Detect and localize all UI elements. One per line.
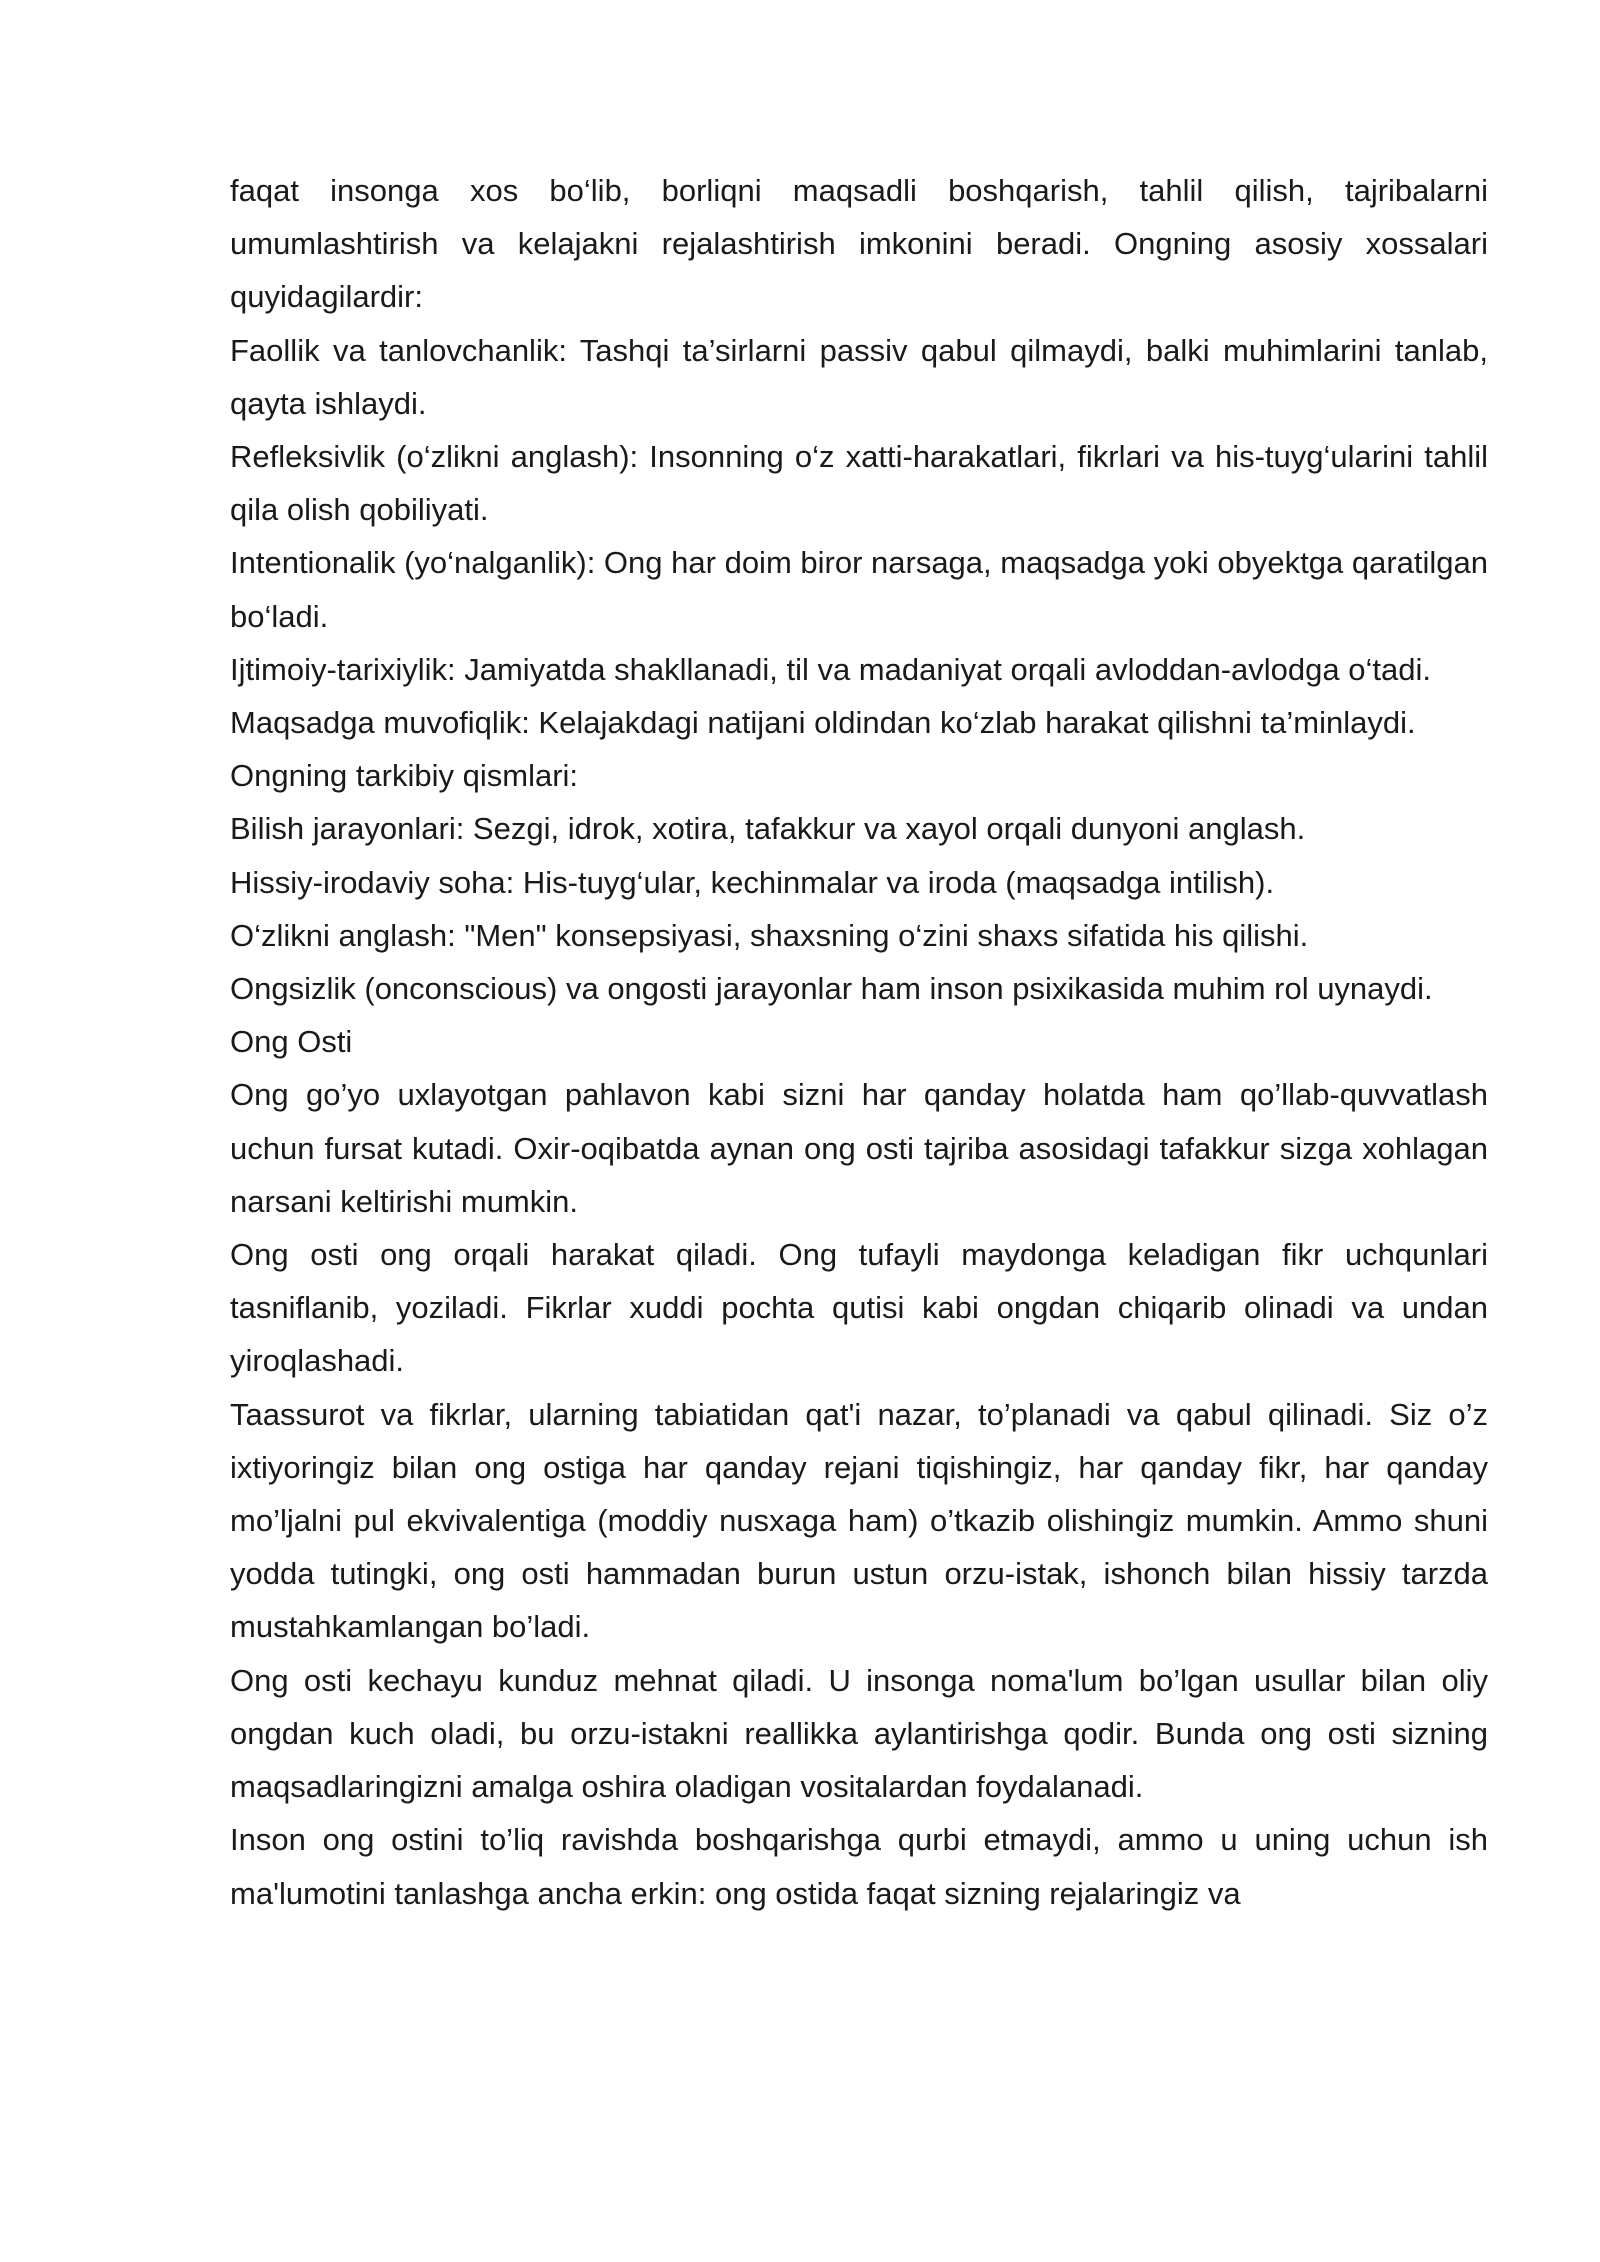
- paragraph-refleksivlik: Refleksivlik (o‘zlikni anglash): Insonning o‘z xatti-harakatlari, fikrlari va his-tuyg‘ularini tahlil qila olish qobiliyati.: [230, 439, 1488, 528]
- paragraph-intro: faqat insonga xos bo‘lib, borliqni maqsadli boshqarish, tahlil qilish, tajribalarni umumlashtirish va kelajakni rejalashtirish imkonini beradi. Ongning asosiy xossalari quyidagilardir:: [230, 173, 1488, 315]
- paragraph-hissiy: Hissiy-irodaviy soha: His-tuyg‘ular, kechinmalar va iroda (maqsadga intilish).: [230, 864, 1275, 900]
- paragraph-maqsadga: Maqsadga muvofiqlik: Kelajakdagi natijani oldindan ko‘zlab harakat qilishni ta’minlaydi.: [230, 705, 1416, 741]
- paragraph-tarkibiy-heading: Ongning tarkibiy qismlari:: [230, 758, 579, 794]
- paragraph-ong-osti-2: Ong osti ong orqali harakat qiladi. Ong tufayli maydonga keladigan fikr uchqunlari tasniflanib, yoziladi. Fikrlar xuddi pochta qutisi kabi ongdan chiqarib olinadi va undan yiroqlashadi.: [230, 1237, 1488, 1379]
- paragraph-ong-osti-3: Taassurot va fikrlar, ularning tabiatidan qat'i nazar, to’planadi va qabul qilinadi. Siz o’z ixtiyoringiz bilan ong ostiga har qanday rejani tiqishingiz, har qanday fikr, har qanday mo’ljalni pul ekvivalentiga (moddiy nusxaga ham) o’tkazib olishingiz mumkin. Ammo shuni yodda tutingki, ong osti hammadan burun ustun orzu-istak, ishonch bilan hissiy tarzda mustahkamlangan bo’ladi.: [230, 1396, 1488, 1645]
- paragraph-ozlik: O‘zlikni anglash: "Men" konsepsiyasi, shaxsning o‘zini shaxs sifatida his qilishi.: [230, 917, 1309, 953]
- document-body: [230, 164, 1488, 1920]
- paragraph-ong-osti-1: Ong go’yo uxlayotgan pahlavon kabi sizni har qanday holatda ham qo’llab-quvvatlash uchun fursat kutadi. Oxir-oqibatda aynan ong osti tajriba asosidagi tafakkur sizga xohlagan narsani keltirishi mumkin.: [230, 1077, 1488, 1219]
- paragraph-bilish: Bilish jarayonlari: Sezgi, idrok, xotira, tafakkur va xayol orqali dunyoni anglash.: [230, 811, 1306, 847]
- paragraph-ong-osti-5: Inson ong ostini to’liq ravishda boshqarishga qurbi etmaydi, ammo u uning uchun ish ma'lumotini tanlashga ancha erkin: ong ostida faqat sizning rejalaringiz va: [230, 1822, 1488, 1911]
- paragraph-ong-osti-4: Ong osti kechayu kunduz mehnat qiladi. U insonga noma'lum bo’lgan usullar bilan oliy ongdan kuch oladi, bu orzu-istakni reallikka aylantirishga qodir. Bunda ong osti sizning maqsadlaringizni amalga oshira oladigan vositalardan foydalanadi.: [230, 1662, 1488, 1805]
- paragraph-intentionalik: Intentionalik (yo‘nalganlik): Ong har doim biror narsaga, maqsadga yoki obyektga qaratilgan bo‘ladi.: [230, 545, 1488, 634]
- paragraph-faollik: Faollik va tanlovchanlik: Tashqi ta’sirlarni passiv qabul qilmaydi, balki muhimlarini tanlab, qayta ishlaydi.: [230, 332, 1488, 421]
- section-heading-ong-osti: Ong Osti: [230, 1024, 353, 1060]
- paragraph-ongsizlik: Ongsizlik (onconscious) va ongosti jarayonlar ham inson psixikasida muhim rol uynaydi.: [230, 971, 1433, 1007]
- paragraph-ijtimoiy: Ijtimoiy-tarixiylik: Jamiyatda shakllanadi, til va madaniyat orqali avloddan-avlodga o‘tadi.: [230, 651, 1431, 687]
